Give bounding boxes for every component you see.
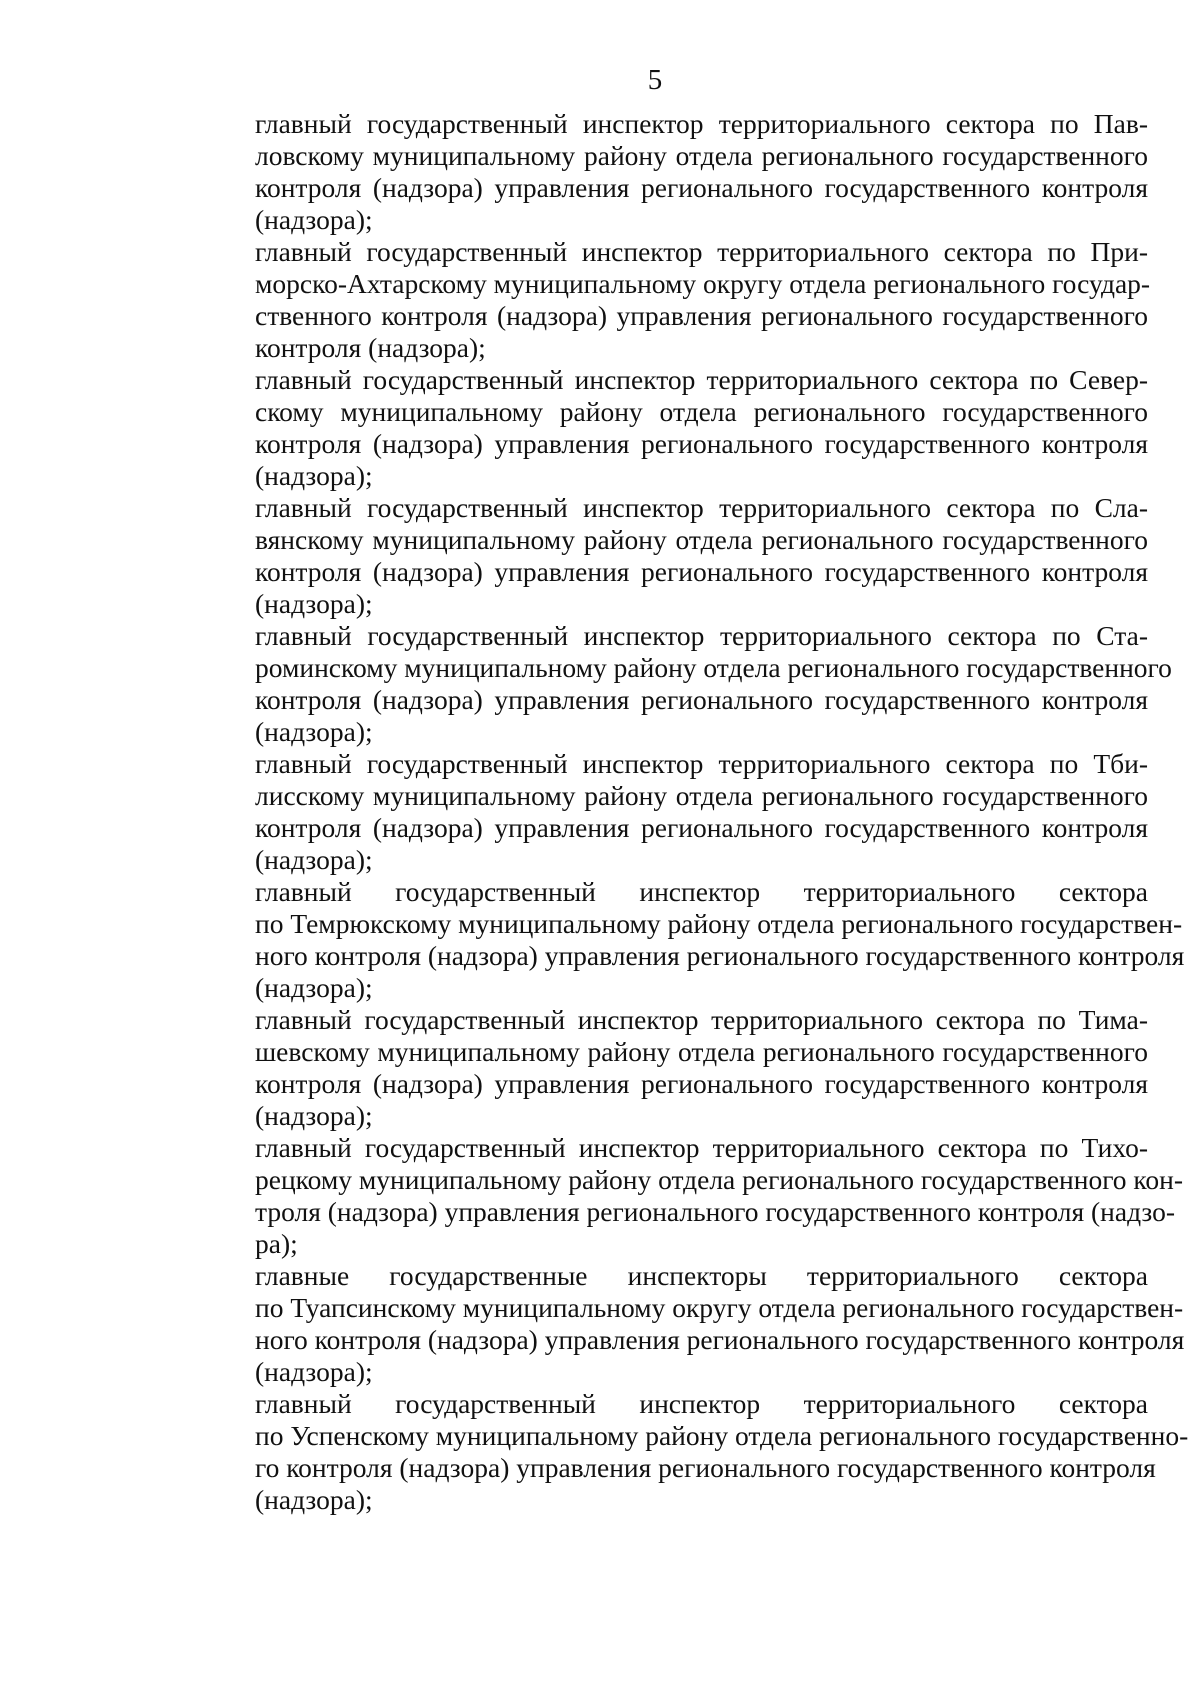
list-item bbox=[182, 1260, 1185, 1388]
text-line: по Успенскому муниципальному району отдела регионального государственно- bbox=[255, 1420, 1189, 1451]
text-line: главные государственные инспекторы территориального сектора bbox=[255, 1260, 1148, 1291]
text-line: главный государственный инспектор территориального сектора по При- bbox=[255, 236, 1148, 267]
list-item bbox=[182, 108, 1148, 236]
text-line: ловскому муниципальному району отдела регионального государственного bbox=[255, 140, 1148, 171]
text-line: главный государственный инспектор территориального сектора по Пав- bbox=[255, 108, 1148, 139]
text-line: (надзора); bbox=[255, 1356, 373, 1387]
list-item bbox=[182, 748, 1148, 876]
list-item bbox=[182, 1132, 1184, 1260]
text-line: ра); bbox=[255, 1228, 298, 1259]
text-line: контроля (надзора) управления регионального государственного контроля bbox=[255, 812, 1148, 843]
text-line: контроля (надзора) управления регионального государственного контроля bbox=[255, 556, 1148, 587]
text-line: контроля (надзора); bbox=[255, 332, 486, 363]
text-line: ного контроля (надзора) управления регионального государственного контроля bbox=[255, 940, 1185, 971]
text-line: (надзора); bbox=[255, 844, 373, 875]
text-line: главный государственный инспектор территориального сектора по Тби- bbox=[255, 748, 1148, 779]
page-number: 5 bbox=[647, 64, 663, 96]
list-item bbox=[182, 620, 1172, 748]
text-line: главный государственный инспектор территориального сектора bbox=[255, 1388, 1148, 1419]
text-line: (надзора); bbox=[255, 1100, 373, 1131]
text-line: (надзора); bbox=[255, 588, 373, 619]
text-line: троля (надзора) управления регионального государственного контроля (надзо- bbox=[255, 1196, 1176, 1227]
text-line: (надзора); bbox=[255, 716, 373, 747]
text-line: скому муниципальному району отдела регионального государственного bbox=[255, 396, 1148, 427]
text-line: по Темрюкскому муниципальному району отдела регионального государствен- bbox=[255, 908, 1183, 939]
text-line: главный государственный инспектор территориального сектора по Тима- bbox=[255, 1004, 1148, 1035]
text-line: главный государственный инспектор территориального сектора по Север- bbox=[255, 364, 1148, 395]
text-line: контроля (надзора) управления регионального государственного контроля bbox=[255, 428, 1148, 459]
text-line: (надзора); bbox=[255, 1484, 373, 1515]
text-line: лисскому муниципальному району отдела регионального государственного bbox=[255, 780, 1148, 811]
text-line: контроля (надзора) управления регионального государственного контроля bbox=[255, 684, 1148, 715]
text-line: (надзора); bbox=[255, 972, 373, 1003]
text-line: шевскому муниципальному району отдела регионального государственного bbox=[255, 1036, 1148, 1067]
list-item bbox=[182, 492, 1148, 620]
text-line: роминскому муниципальному району отдела регионального государственного bbox=[255, 652, 1172, 683]
text-line: главный государственный инспектор территориального сектора по Тихо- bbox=[255, 1132, 1148, 1163]
list-item bbox=[182, 364, 1148, 492]
text-line: ного контроля (надзора) управления регионального государственного контроля bbox=[255, 1324, 1185, 1355]
text-line: рецкому муниципальному району отдела регионального государственного кон- bbox=[255, 1164, 1184, 1195]
list-item bbox=[182, 876, 1185, 1004]
text-line: контроля (надзора) управления регионального государственного контроля bbox=[255, 172, 1148, 203]
text-line: вянскому муниципальному району отдела регионального государственного bbox=[255, 524, 1148, 555]
text-line: главный государственный инспектор территориального сектора по Сла- bbox=[255, 492, 1148, 523]
list-item bbox=[182, 1004, 1148, 1132]
text-line: морско-Ахтарскому муниципальному округу отдела регионального государ- bbox=[255, 268, 1151, 299]
text-line: (надзора); bbox=[255, 460, 373, 491]
text-line: главный государственный инспектор территориального сектора по Ста- bbox=[255, 620, 1148, 651]
text-line: контроля (надзора) управления регионального государственного контроля bbox=[255, 1068, 1148, 1099]
document-body bbox=[182, 108, 1189, 1516]
list-item bbox=[182, 1388, 1189, 1516]
text-line: (надзора); bbox=[255, 204, 373, 235]
text-line: по Туапсинскому муниципальному округу отдела регионального государствен- bbox=[255, 1292, 1184, 1323]
text-line: главный государственный инспектор территориального сектора bbox=[255, 876, 1148, 907]
text-line: го контроля (надзора) управления регионального государственного контроля bbox=[255, 1452, 1156, 1483]
list-item bbox=[182, 236, 1151, 364]
text-line: ственного контроля (надзора) управления регионального государственного bbox=[255, 300, 1148, 331]
